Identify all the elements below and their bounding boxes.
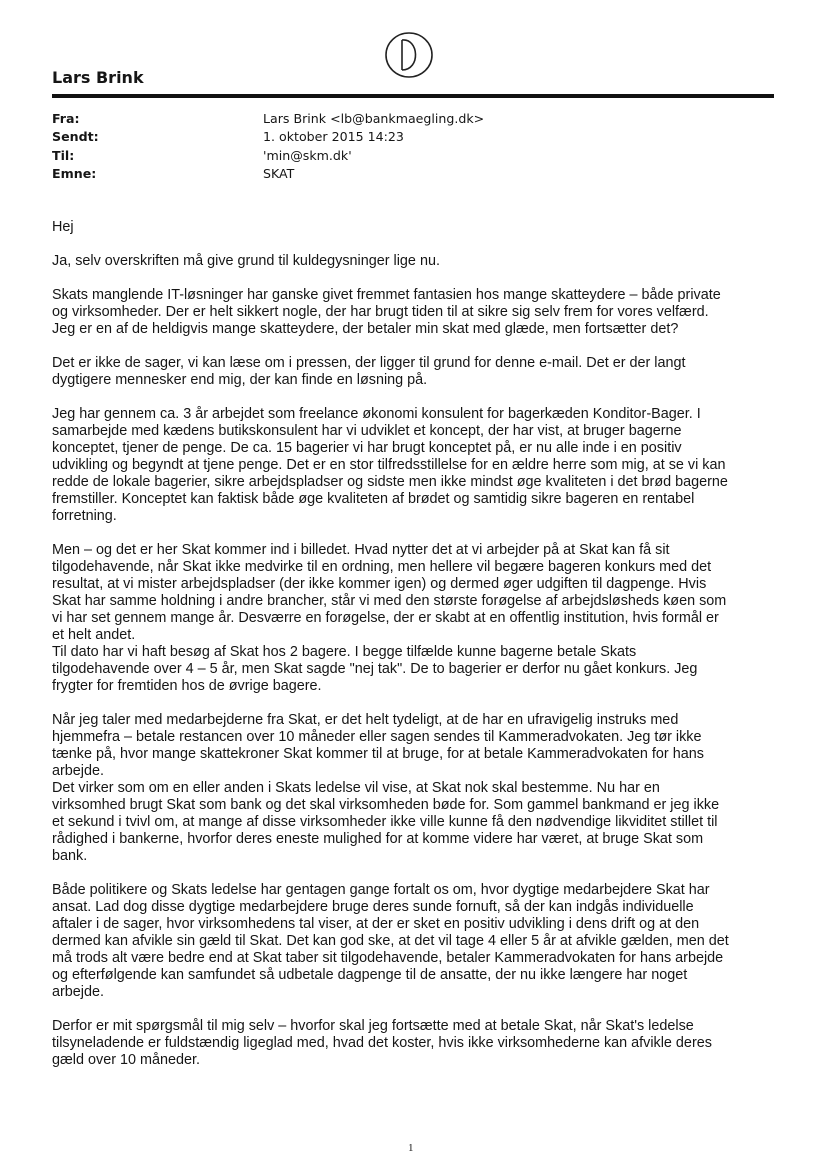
body-paragraph: Det virker som om en eller anden i Skats ledelse vil vise, at Skat nok skal bestemme. Nu har en virksomhed brugt Skat som bank og det skal virksomheden bøde for. Som gammel bankmand er jeg ikke et sekund i tvivl om, at mange af disse virksomheder ikke ville kunne få den nødvendige likviditet stillet til rådighed i bankerne, hvorfor deres eneste mulighed for at komme videre har været, at bruge Skat som bank.: [52, 780, 720, 864]
body-paragraph: Til dato har vi haft besøg af Skat hos 2 bagere. I begge tilfælde kunne bagerne betale Skats tilgodehavende over 4 – 5 år, men Skat sagde "nej tak". De to bagerier er derfor nu gået konkurs. Jeg frygter for fremtiden hos de øvrige bagere.: [52, 644, 698, 694]
body-paragraph: Det er ikke de sager, vi kan læse om i pressen, der ligger til grund for denne e-mail. Det er der langt dygtigere mennesker end mig, der kan finde en løsning på.: [52, 355, 686, 388]
greeting: Hej: [52, 219, 74, 235]
body-paragraph: Jeg har gennem ca. 3 år arbejdet som freelance økonomi konsulent for bagerkæden Konditor-Bager. I samarbejde med kædens butikskonsulent har vi udviklet et koncept, der har vist, at bruger bagerne konceptet, tjener de penge. De ca. 15 bagerier vi har brugt konceptet på, er nu alle inde i en positiv udvikling og begyndt at tjene penge. Det er en stor tilfredsstillelse for en ældre herre som mig, at se vi kan redde de lokale bagerier, sikre arbejdspladser og sidste men ikke mindst øge kvaliteten i det brød bagerne fremstiller. Konceptet kan faktisk både øge kvaliteten af brødet og samtidig sikre bageren en rentabel forretning.: [52, 406, 728, 524]
body-paragraph: Men – og det er her Skat kommer ind i billedet. Hvad nytter det at vi arbejder på at Skat kan få sit tilgodehavende, når Skat ikke medvirke til en ordning, men hellere vil begære bageren konkurs med det resultat, at vi mister arbejdspladser (der ikke kommer igen) og dermed øger udgiften til dagpenge. Hvis Skat har samme holdning i andre brancher, står vi med den største forøgelse af arbejdsløsheds køen som vi har set gennem mange år. Desværre en forøgelse, der er skabt at en offentlig institution, hvis formål er et helt andet.: [52, 542, 727, 643]
header-label: Fra:: [52, 111, 80, 126]
body-paragraph: Ja, selv overskriften må give grund til kuldegysninger lige nu.: [52, 253, 440, 269]
page-number: 1: [408, 1142, 414, 1154]
header-label: Til:: [52, 147, 75, 163]
body-paragraph: Både politikere og Skats ledelse har gentagen gange fortalt os om, hvor dygtige medarbejdere Skat har ansat. Lad dog disse dygtige medarbejdere bruge deres sunde fornuft, så der kan indgås individuelle aftaler i de sager, hvor virksomhedens tal viser, at der er sket en positiv udvikling i dens drift og at den dermed kan afvikle sin gæld til Skat. Det kan god ske, at det vil tage 4 eller 5 år at afvikle gælden, men det må trods alt være bedre end at Skat taber sit tilgodehavende, betaler Kammeradvokaten for hans arbejde og efterfølgende kan samfundet så udbetale dagpenge til de ansatte, der nu ikke længere har noget arbejde.: [52, 882, 729, 1000]
header-label: Sendt:: [52, 129, 99, 145]
header-value: Lars Brink <lb@bankmaegling.dk>: [263, 111, 485, 126]
header-row-subject: [52, 165, 652, 183]
header-label: Emne:: [52, 166, 97, 182]
body-paragraph: Derfor er mit spørgsmål til mig selv – hvorfor skal jeg fortsætte med at betale Skat, når Skat's ledelse tilsyneladende er fuldstændig ligeglad med, hvad det koster, hvis ikke virksomhederne kan afvikle deres gæld over 10 måneder.: [52, 1018, 712, 1068]
body-paragraph: Skats manglende IT-løsninger har ganske givet fremmet fantasien hos mange skatteydere – både private og virksomheder. Der er helt sikkert nogle, der har brugt tiden til at sikre sig selv frem for vores velfærd. Jeg er en af de heldigvis mange skatteydere, der betaler min skat med glæde, men fortsætter det?: [52, 287, 721, 337]
header-row-to: [52, 147, 652, 165]
email-header-fields: [52, 110, 652, 184]
email-body: [52, 219, 776, 1086]
handwritten-stamp-d: [383, 30, 435, 82]
sender-name-heading: Lars Brink: [52, 68, 144, 87]
header-value: 'min@skm.dk': [263, 147, 352, 163]
body-paragraph: Når jeg taler med medarbejderne fra Skat, er det helt tydeligt, at de har en ufravigelig instruks med hjemmefra – betale restancen over 10 måneder eller sagen sendes til Kammeradvokaten. Jeg tør ikke tænke på, hvor mange skattekroner Skat kommer til at bruge, for at betale Kammeradvokaten for hans arbejde.: [52, 712, 704, 779]
header-value: 1. oktober 2015 14:23: [263, 129, 404, 145]
header-row-from: [52, 110, 652, 128]
header-row-sent: [52, 128, 652, 146]
header-value: SKAT: [263, 166, 295, 182]
header-divider: [52, 94, 774, 98]
